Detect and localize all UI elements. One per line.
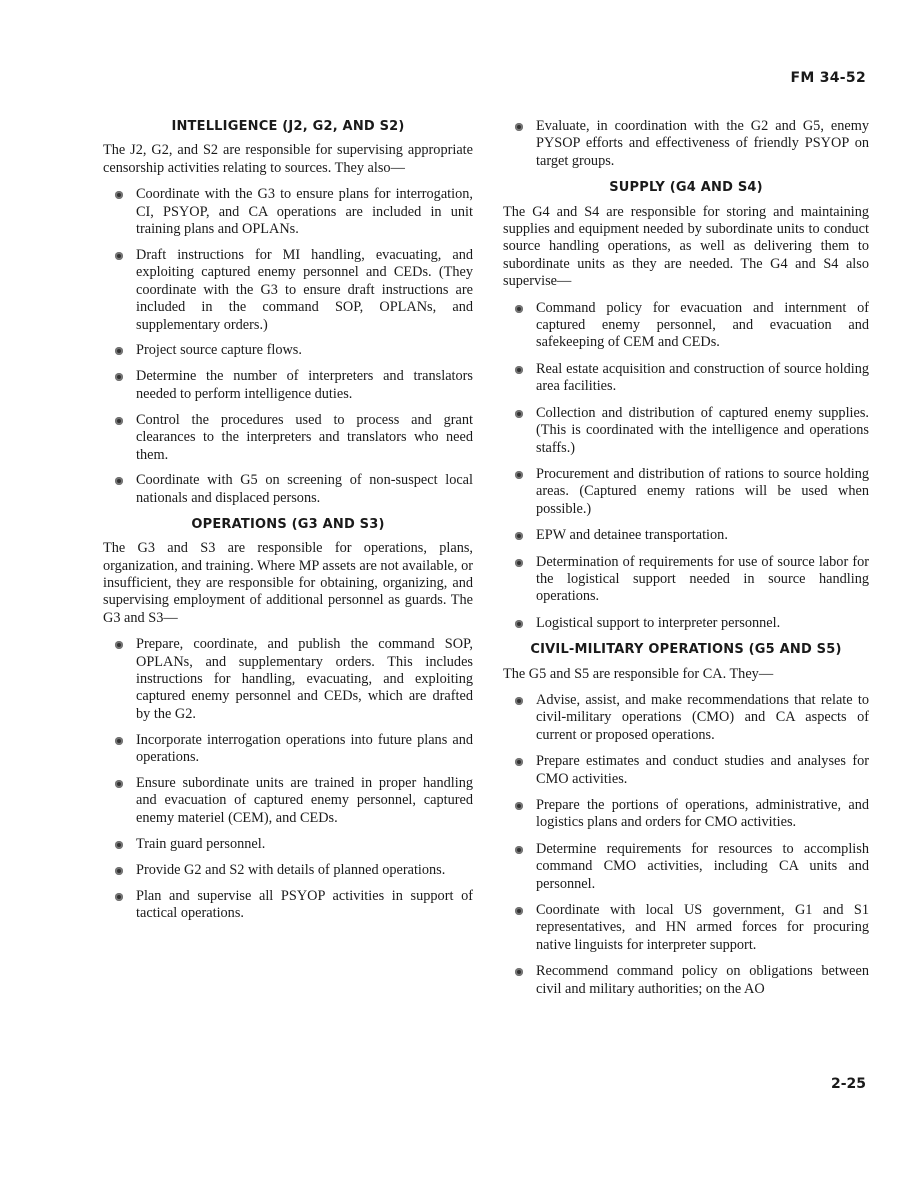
list-item-text: Logistical support to interpreter personnel. xyxy=(536,614,781,631)
bullet-icon xyxy=(115,373,123,381)
list-item-text: Coordinate with the G3 to ensure plans for interrogation, CI, PSYOP, and CA operations are included in unit training plans and OPLANs. xyxy=(136,186,473,238)
list-item-text: Determine requirements for resources to accomplish command CMO activities, including CA units and personnel. xyxy=(536,840,869,892)
bullet-icon xyxy=(515,559,523,567)
section-heading-intelligence: INTELLIGENCE (J2, G2, AND S2) xyxy=(171,119,405,134)
list-item xyxy=(503,527,869,544)
intelligence-intro: The J2, G2, and S2 are responsible for supervising appropriate censorship activities relating to sources. They also— xyxy=(103,142,473,176)
list-item xyxy=(503,692,869,744)
list-item-text: Train guard personnel. xyxy=(136,835,266,852)
list-item xyxy=(503,615,869,632)
list-item-text: Provide G2 and S2 with details of planned operations. xyxy=(136,861,446,878)
continued-list xyxy=(503,118,869,170)
list-item xyxy=(503,554,869,606)
bullet-icon xyxy=(115,641,123,649)
list-item xyxy=(103,247,473,334)
document-code: FM 34-52 xyxy=(790,70,866,86)
list-item xyxy=(503,963,869,998)
civil-military-list xyxy=(503,692,869,998)
bullet-icon xyxy=(515,471,523,479)
list-item xyxy=(103,862,473,879)
section-heading-supply: SUPPLY (G4 AND S4) xyxy=(609,180,763,196)
list-item-text: Plan and supervise all PSYOP activities in support of tactical operations. xyxy=(136,887,473,921)
list-item xyxy=(503,753,869,788)
list-item-text: Project source capture flows. xyxy=(136,342,302,359)
bullet-icon xyxy=(515,802,523,810)
bullet-icon xyxy=(515,123,523,131)
list-item xyxy=(503,405,869,457)
bullet-icon xyxy=(115,841,123,849)
bullet-icon xyxy=(515,968,523,976)
bullet-icon xyxy=(115,477,123,485)
bullet-icon xyxy=(515,366,523,374)
list-item-text: Control the procedures used to process and grant clearances to the interpreters and translators who need them. xyxy=(136,411,473,463)
bullet-icon xyxy=(515,532,523,540)
list-item xyxy=(503,902,869,954)
page-number: 2-25 xyxy=(830,1076,866,1092)
list-item-text: Procurement and distribution of rations to source holding areas. (Captured enemy rations will be used when possible.) xyxy=(536,465,869,517)
bullet-icon xyxy=(515,758,523,766)
bullet-icon xyxy=(115,893,123,901)
list-item-text: Collection and distribution of captured enemy supplies. (This is coordinated with the intelligence and operations staffs.) xyxy=(536,404,869,456)
operations-intro: The G3 and S3 are responsible for operations, plans, organization, and training. Where MP assets are not available, or insufficient, they are responsible for obtaining, organizing, and supervising employment of additional personnel as guards. The G3 and S3— xyxy=(103,540,473,626)
intelligence-list xyxy=(103,186,473,507)
bullet-icon xyxy=(515,305,523,313)
list-item xyxy=(503,361,869,396)
bullet-icon xyxy=(115,191,123,199)
list-item-text: Determine the number of interpreters and translators needed to perform intelligence duties. xyxy=(136,368,473,402)
supply-list xyxy=(503,300,869,633)
list-item xyxy=(103,472,473,507)
list-item xyxy=(103,368,473,403)
bullet-icon xyxy=(515,907,523,915)
bullet-icon xyxy=(515,410,523,418)
list-item-text: Command policy for evacuation and internment of captured enemy personnel, and evacuation and safekeeping of CEM and CEDs. xyxy=(536,299,869,351)
list-item-text: Coordinate with G5 on screening of non-suspect local nationals and displaced persons. xyxy=(136,472,473,506)
list-item xyxy=(103,636,473,723)
right-column xyxy=(503,118,869,1007)
list-item-text: Determination of requirements for use of source labor for the logistical support needed in source handling operations. xyxy=(536,553,869,605)
supply-intro: The G4 and S4 are responsible for storing and maintaining supplies and equipment needed by subordinate units to conduct source handling operations, as well as delivering them to subordinate units as they are needed. The G4 and S4 also supervise— xyxy=(503,203,869,290)
list-item-text: Draft instructions for MI handling, evacuating, and exploiting captured enemy personnel and CEDs. (They coordinate with the G3 to ensure draft instructions are included in the command SOP, OPLANs, and supplementary orders.) xyxy=(136,246,473,333)
list-item xyxy=(503,118,869,170)
list-item-text: Prepare the portions of operations, administrative, and logistics plans and orders for CMO activities. xyxy=(536,797,869,831)
list-item-text: Ensure subordinate units are trained in proper handling and evacuation of captured enemy personnel, captured enemy materiel (CEM), and CEDs. xyxy=(136,775,473,826)
civil-military-intro: The G5 and S5 are responsible for CA. They— xyxy=(503,665,774,682)
section-heading-operations: OPERATIONS (G3 AND S3) xyxy=(191,516,385,532)
bullet-icon xyxy=(115,867,123,875)
bullet-icon xyxy=(515,620,523,628)
list-item xyxy=(503,797,869,832)
list-item-text: Evaluate, in coordination with the G2 and G5, enemy PYSOP efforts and effectiveness of friendly PSYOP on target groups. xyxy=(536,118,869,169)
list-item xyxy=(103,888,473,923)
list-item xyxy=(103,775,473,827)
list-item xyxy=(103,732,473,767)
list-item-text: Incorporate interrogation operations into future plans and operations. xyxy=(136,731,473,766)
list-item xyxy=(503,466,869,518)
operations-list xyxy=(103,636,473,922)
section-heading-civil-military: CIVIL-MILITARY OPERATIONS (G5 AND S5) xyxy=(530,642,842,658)
bullet-icon xyxy=(115,347,123,355)
list-item-text: Prepare estimates and conduct studies and analyses for CMO activities. xyxy=(536,753,869,787)
bullet-icon xyxy=(115,252,123,260)
list-item xyxy=(103,186,473,238)
list-item-text: Real estate acquisition and construction of source holding area facilities. xyxy=(536,360,869,395)
list-item-text: Prepare, coordinate, and publish the command SOP, OPLANs, and supplementary orders. This includes instructions for handling, evacuating, and exploiting captured enemy personnel and CEDs, which are drafted by the G2. xyxy=(136,636,473,722)
list-item xyxy=(103,412,473,464)
list-item-text: Recommend command policy on obligations between civil and military authorities; on the AO xyxy=(536,963,869,997)
list-item xyxy=(103,836,473,853)
bullet-icon xyxy=(115,417,123,425)
bullet-icon xyxy=(515,846,523,854)
list-item-text: Coordinate with local US government, G1 and S1 representatives, and HN armed forces for procuring native linguists for interpreter support. xyxy=(536,902,869,953)
bullet-icon xyxy=(515,697,523,705)
list-item-text: EPW and detainee transportation. xyxy=(536,527,728,544)
bullet-icon xyxy=(115,780,123,788)
left-column xyxy=(103,118,473,931)
bullet-icon xyxy=(115,737,123,745)
list-item xyxy=(503,841,869,893)
list-item xyxy=(503,300,869,352)
list-item xyxy=(103,342,473,359)
list-item-text: Advise, assist, and make recommendations that relate to civil-military operations (CMO) and CA aspects of current or proposed operations. xyxy=(536,691,869,743)
